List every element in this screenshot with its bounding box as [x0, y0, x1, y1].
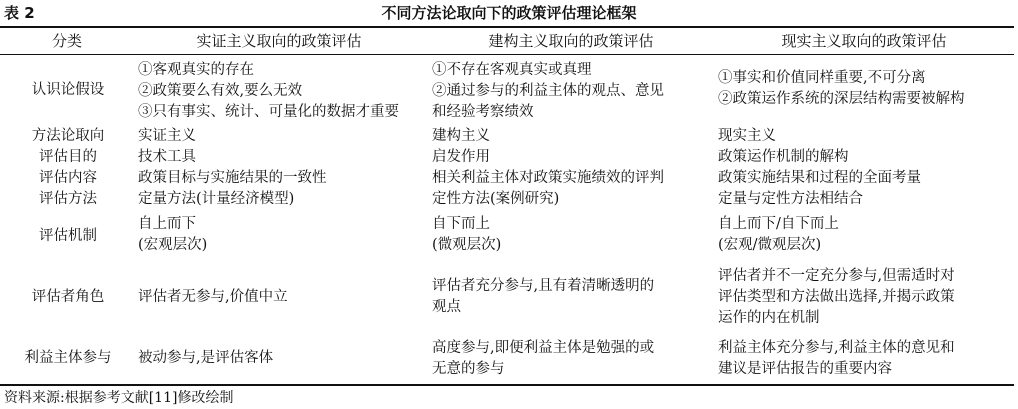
list-item: ②通过参与的利益主体的观点、意见 [432, 83, 664, 99]
header-constructivist: 建构主义取向的政策评估 [488, 32, 654, 50]
cell-stakeholder-realist [718, 338, 1014, 380]
table-title: 不同方法论取向下的政策评估理论框架 [381, 4, 637, 22]
cell-stakeholder-constructivist [432, 338, 712, 380]
cell-evaluator-positivist [138, 287, 428, 308]
cell-methodology-realist [718, 126, 1014, 210]
list-item: 无意的参与 [432, 361, 505, 377]
row-label-approach: 方法论取向 [31, 128, 105, 144]
cell-evaluator-constructivist [432, 276, 712, 318]
header-positivist: 实证主义取向的政策评估 [196, 32, 362, 50]
row-label-purpose: 评估目的 [39, 149, 97, 165]
list-item: ②政策运作系统的深层结构需要被解构 [718, 91, 965, 107]
list-item: 观点 [432, 299, 461, 315]
list-item: 评估者并不一定充分参与,但需适时对 [718, 268, 955, 284]
list-item: 运作的内在机制 [718, 310, 820, 326]
row-label-epistemology: 认识论假设 [31, 82, 105, 98]
list-item: ①事实和价值同样重要,不可分离 [718, 70, 926, 86]
list-item: 利益主体充分参与,利益主体的意见和 [718, 340, 955, 356]
cell-epistemology-positivist [138, 60, 428, 123]
cell-epistemology-constructivist [432, 60, 712, 123]
cell-mechanism-realist [718, 214, 1014, 256]
list-item: 现实主义 [718, 128, 776, 144]
header-realist: 现实主义取向的政策评估 [781, 32, 947, 50]
list-item: 政策运作机制的解构 [718, 149, 849, 165]
list-item: 和经验考察绩效 [432, 104, 534, 120]
row-label-method: 评估方法 [39, 191, 97, 207]
list-item: ①客观真实的存在 [138, 62, 254, 78]
row-label-evaluator-role: 评估者角色 [31, 289, 105, 305]
row-label-content: 评估内容 [39, 170, 97, 186]
list-item: 实证主义 [138, 128, 196, 144]
list-item: 高度参与,即便利益主体是勉强的或 [432, 340, 655, 356]
cell-mechanism-constructivist [432, 214, 712, 256]
cell-methodology-positivist [138, 126, 428, 210]
cell-methodology-constructivist [432, 126, 712, 210]
list-item: 评估者无参与,价值中立 [138, 289, 288, 305]
table-bottom-rule [0, 384, 1014, 386]
source-note: 资料来源:根据参考文献[11]修改绘制 [4, 390, 234, 406]
list-item: 评估类型和方法做出选择,并揭示政策 [718, 289, 955, 305]
table-number: 表 2 [4, 4, 35, 22]
row-label-mechanism: 评估机制 [39, 228, 97, 244]
table-top-rule [0, 26, 1014, 28]
list-item: 评估者充分参与,且有着清晰透明的 [432, 278, 655, 294]
list-item: 启发作用 [432, 149, 490, 165]
list-item: 自下而上 [432, 216, 490, 232]
cell-evaluator-realist [718, 266, 1014, 329]
table-header-rule [0, 54, 1014, 55]
list-item: 建议是评估报告的重要内容 [718, 361, 892, 377]
list-item: 被动参与,是评估客体 [138, 350, 274, 366]
list-item: 相关利益主体对政策实施绩效的评判 [432, 170, 664, 186]
list-item: ①不存在客观真实或真理 [432, 62, 592, 78]
list-item: 政策目标与实施结果的一致性 [138, 170, 327, 186]
header-category: 分类 [51, 32, 82, 50]
list-item: 定量与定性方法相结合 [718, 191, 863, 207]
row-label-stakeholder: 利益主体参与 [24, 350, 112, 366]
cell-stakeholder-positivist [138, 348, 428, 369]
list-item: (宏观/微观层次) [718, 237, 822, 253]
table-caption [0, 2, 1018, 24]
list-item: 技术工具 [138, 149, 196, 165]
list-item: (宏观层次) [138, 237, 208, 253]
list-item: ③只有事实、统计、可量化的数据才重要 [138, 104, 399, 120]
list-item: (微观层次) [432, 237, 502, 253]
list-item: 自上而下 [138, 216, 196, 232]
list-item: ②政策要么有效,要么无效 [138, 83, 303, 99]
row-labels-methodology [22, 126, 114, 210]
list-item: 政策实施结果和过程的全面考量 [718, 170, 921, 186]
list-item: 定量方法(计量经济模型) [138, 191, 295, 207]
list-item: 建构主义 [432, 128, 490, 144]
cell-mechanism-positivist [138, 214, 428, 256]
cell-epistemology-realist [718, 68, 1014, 110]
list-item: 自上而下/自下而上 [718, 216, 839, 232]
list-item: 定性方法(案例研究) [432, 191, 560, 207]
